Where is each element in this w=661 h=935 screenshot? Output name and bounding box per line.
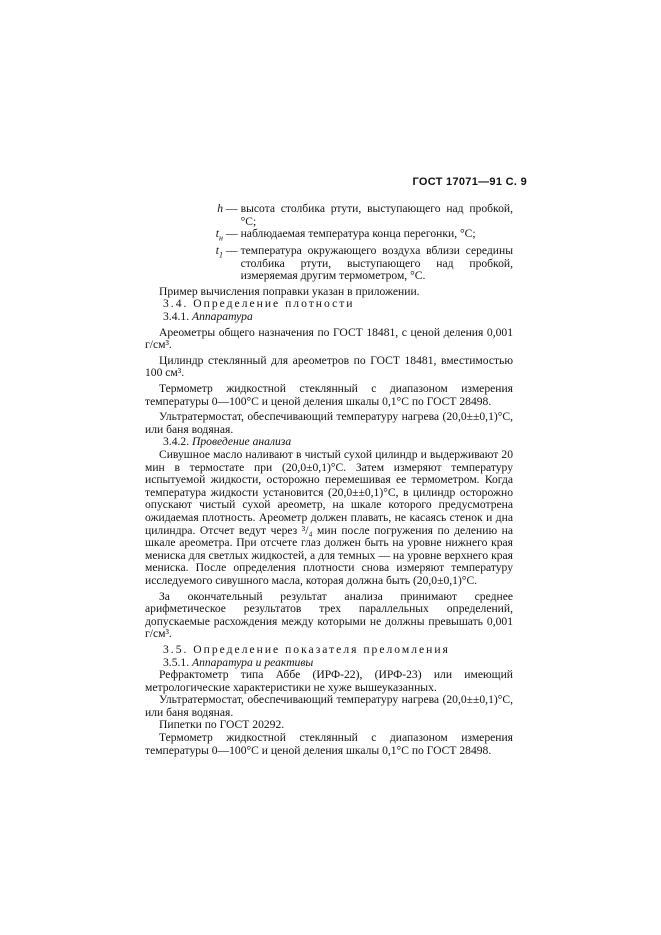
paragraph: Пипетки по ГОСТ 20292.: [159, 718, 285, 732]
paragraph: Термометр жидкостной стеклянный с диапазоном измерения температуры 0—100°С и ценой деления шкалы 0,1°С по ГОСТ 28498.: [145, 731, 513, 757]
example-note: Пример вычисления поправки указан в приложении.: [159, 284, 420, 298]
section-3-4: 3.4. Определение плотности: [163, 297, 355, 311]
paragraph: Ареометры общего назначения по ГОСТ 18481, с ценой деления 0,001 г/см³.: [145, 325, 513, 352]
symbol: $t_1$: [215, 244, 223, 260]
symbol: h: [217, 202, 223, 215]
subsection-3-5-1: 3.5.1. Аппаратура и реактивы: [163, 655, 314, 669]
paragraph: За окончательный результат анализа принимают среднее арифметическое результатов трех параллельных определений, допускаемые расхождения между которыми не должны превышать 0,001 г/см³.: [145, 589, 513, 641]
paragraph: Термометр жидкостной стеклянный с диапазоном измерения температуры 0—100°С и ценой деления шкалы 0,1°С по ГОСТ 28498.: [145, 382, 513, 408]
definition-text: наблюдаемая температура конца перегонки, °С;: [240, 227, 476, 241]
body-text: [145, 203, 513, 757]
definition-t1: $t_1$ — температура окружающего воздуха вблизи середины столбика ртути, выступающего над пробкой, измеряемая другим термометром, °С.: [145, 245, 513, 283]
paragraph: Сивушное масло наливают в чистый сухой цилиндр и выдерживают 20 мин в термостате при (20,0±0,1)°С. Затем измеряют температуру испытуемой жидкости, осторожно перемешивая ее термометром. Когда температура жидкости установится (20,0±±0,1)°С, в цилиндр осторожно опускают чистый сухой ареометр, на шкале которого предусмотрена ожидаемая плотность. Ареометр должен плавать, не касаясь стенок и дна цилиндра. Отсчет ведут через ³/₄ мин после погружения по делению на шкале ареометра. При отсчете глаз должен быть на уровне нижнего края мениска для светлых жидкостей, а для темных — на уровне верхнего края мениска. После определения плотности снова измеряют температуру исследуемого сивушного масла, которая должна быть (20,0±0,1)°С.: [145, 448, 513, 587]
section-3-5: 3.5. Определение показателя преломления: [163, 642, 450, 656]
symbol: $t_н$: [215, 227, 223, 243]
definition-h: h — высота столбика ртути, выступающего над пробкой, °С;: [145, 203, 513, 228]
subsection-3-4-1: 3.4.1. Аппаратура: [163, 310, 253, 324]
paragraph: Рефрактометр типа Аббе (ИРФ-22), (ИРФ-23) или имеющий метрологические характеристики не хуже вышеуказанных.: [145, 668, 513, 694]
definition-text: температура окружающего воздуха вблизи середины столбика ртути, выступающего над пробкой, измеряемая другим термометром, °С.: [240, 244, 513, 283]
paragraph: Ультратермостат, обеспечивающий температуру нагрева (20,0±±0,1)°С, или баня водяная.: [145, 410, 513, 436]
definition-tn: $t_н$ — наблюдаемая температура конца перегонки, °С;: [145, 228, 513, 245]
paragraph: Цилиндр стеклянный для ареометров по ГОСТ 18481, вместимостью 100 см³.: [145, 353, 513, 380]
definition-text: высота столбика ртути, выступающего над пробкой, °С;: [240, 202, 513, 228]
subsection-3-4-2: 3.4.2. Проведение анализа: [163, 435, 292, 449]
paragraph: Ультратермостат, обеспечивающий температуру нагрева (20,0±±0,1)°С, или баня водяная.: [145, 693, 513, 719]
page-header: ГОСТ 17071—91 С. 9: [412, 176, 527, 188]
